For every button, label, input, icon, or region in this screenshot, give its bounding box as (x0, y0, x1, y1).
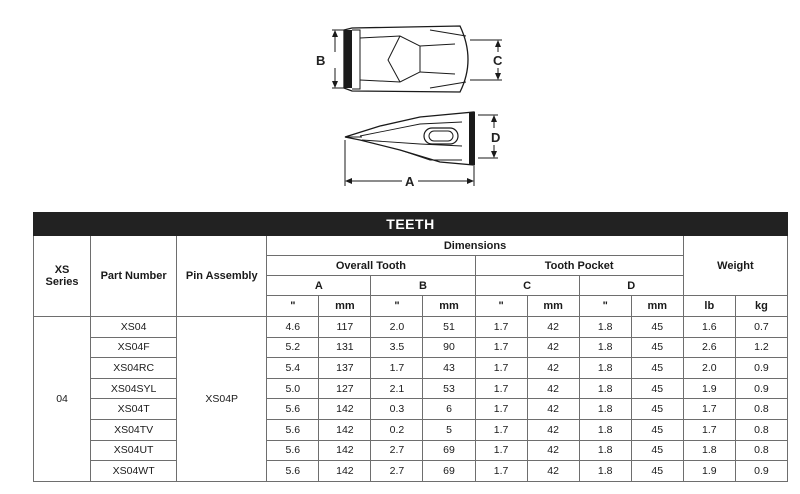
table-row (34, 440, 788, 461)
cell-a-mm: 137 (319, 358, 371, 379)
cell-lb: 2.6 (683, 337, 735, 358)
table-row (34, 461, 788, 482)
cell-c-in: 1.7 (475, 317, 527, 338)
cell-c-mm: 42 (527, 317, 579, 338)
header-col-c: C (475, 276, 579, 296)
cell-d-mm: 45 (631, 461, 683, 482)
cell-kg: 0.8 (735, 419, 787, 440)
cell-d-in: 1.8 (579, 378, 631, 399)
cell-b-mm: 53 (423, 378, 475, 399)
cell-b-in: 2.1 (371, 378, 423, 399)
dimension-label-a: A (405, 174, 415, 189)
cell-a-mm: 142 (319, 399, 371, 420)
cell-b-mm: 51 (423, 317, 475, 338)
teeth-spec-table (33, 212, 788, 482)
cell-c-in: 1.7 (475, 440, 527, 461)
cell-b-in: 1.7 (371, 358, 423, 379)
cell-d-mm: 45 (631, 399, 683, 420)
cell-lb: 1.7 (683, 419, 735, 440)
cell-c-in: 1.7 (475, 461, 527, 482)
cell-b-mm: 69 (423, 440, 475, 461)
cell-c-in: 1.7 (475, 337, 527, 358)
table-title: TEETH (34, 213, 788, 236)
cell-kg: 0.9 (735, 358, 787, 379)
table-row (34, 419, 788, 440)
cell-lb: 1.8 (683, 440, 735, 461)
cell-c-in: 1.7 (475, 378, 527, 399)
cell-d-mm: 45 (631, 337, 683, 358)
table-row (34, 358, 788, 379)
part-number-cell: XS04 (91, 317, 177, 338)
cell-a-in: 4.6 (267, 317, 319, 338)
dimension-b (332, 30, 344, 88)
dimension-label-d: D (491, 130, 501, 145)
header-tooth-pocket: Tooth Pocket (475, 256, 683, 276)
cell-c-in: 1.7 (475, 358, 527, 379)
header-col-b: B (371, 276, 475, 296)
cell-a-mm: 142 (319, 440, 371, 461)
part-number-cell: XS04RC (91, 358, 177, 379)
tooth-side-view (345, 112, 475, 165)
unit-weight-kg: kg (735, 296, 787, 317)
cell-c-mm: 42 (527, 399, 579, 420)
cell-b-in: 0.3 (371, 399, 423, 420)
part-number-cell: XS04T (91, 399, 177, 420)
cell-c-in: 1.7 (475, 419, 527, 440)
unit-d-in: " (579, 296, 631, 317)
cell-d-in: 1.8 (579, 358, 631, 379)
header-col-d: D (579, 276, 683, 296)
cell-c-mm: 42 (527, 419, 579, 440)
cell-b-mm: 69 (423, 461, 475, 482)
tooth-top-view (344, 26, 468, 92)
cell-a-mm: 131 (319, 337, 371, 358)
part-number-cell: XS04SYL (91, 378, 177, 399)
unit-weight-lb: lb (683, 296, 735, 317)
cell-lb: 1.9 (683, 461, 735, 482)
cell-c-in: 1.7 (475, 399, 527, 420)
tooth-diagram (0, 0, 800, 200)
pin-assembly-cell: XS04P (177, 317, 267, 482)
unit-a-in: " (267, 296, 319, 317)
table-row (34, 317, 788, 338)
tooth-drawing (0, 0, 800, 200)
cell-a-in: 5.6 (267, 399, 319, 420)
cell-kg: 0.9 (735, 378, 787, 399)
series-cell: 04 (34, 317, 91, 482)
cell-c-mm: 42 (527, 378, 579, 399)
part-number-cell: XS04TV (91, 419, 177, 440)
unit-a-mm: mm (319, 296, 371, 317)
cell-kg: 0.8 (735, 399, 787, 420)
cell-d-mm: 45 (631, 440, 683, 461)
unit-b-in: " (371, 296, 423, 317)
cell-a-in: 5.6 (267, 440, 319, 461)
cell-kg: 0.7 (735, 317, 787, 338)
cell-a-in: 5.4 (267, 358, 319, 379)
table-body (34, 317, 788, 482)
part-number-cell: XS04UT (91, 440, 177, 461)
cell-b-in: 2.0 (371, 317, 423, 338)
cell-c-mm: 42 (527, 337, 579, 358)
cell-b-mm: 6 (423, 399, 475, 420)
cell-c-mm: 42 (527, 440, 579, 461)
cell-d-in: 1.8 (579, 461, 631, 482)
cell-kg: 0.9 (735, 461, 787, 482)
unit-d-mm: mm (631, 296, 683, 317)
cell-b-in: 0.2 (371, 419, 423, 440)
dimension-label-c: C (493, 53, 503, 68)
cell-b-mm: 43 (423, 358, 475, 379)
table-row (34, 399, 788, 420)
cell-d-in: 1.8 (579, 399, 631, 420)
table-row (34, 378, 788, 399)
part-number-cell: XS04F (91, 337, 177, 358)
cell-kg: 0.8 (735, 440, 787, 461)
cell-d-in: 1.8 (579, 440, 631, 461)
unit-b-mm: mm (423, 296, 475, 317)
cell-a-in: 5.6 (267, 419, 319, 440)
header-part-number: Part Number (91, 236, 177, 317)
unit-c-mm: mm (527, 296, 579, 317)
header-dimensions: Dimensions (267, 236, 684, 256)
cell-d-in: 1.8 (579, 419, 631, 440)
cell-lb: 1.7 (683, 399, 735, 420)
cell-lb: 1.9 (683, 378, 735, 399)
cell-a-mm: 142 (319, 419, 371, 440)
cell-lb: 1.6 (683, 317, 735, 338)
cell-a-mm: 142 (319, 461, 371, 482)
header-overall-tooth: Overall Tooth (267, 256, 475, 276)
cell-b-in: 3.5 (371, 337, 423, 358)
cell-c-mm: 42 (527, 461, 579, 482)
cell-d-mm: 45 (631, 317, 683, 338)
header-col-a: A (267, 276, 371, 296)
cell-d-in: 1.8 (579, 317, 631, 338)
cell-d-mm: 45 (631, 358, 683, 379)
unit-c-in: " (475, 296, 527, 317)
part-number-cell: XS04WT (91, 461, 177, 482)
cell-a-in: 5.0 (267, 378, 319, 399)
cell-b-in: 2.7 (371, 461, 423, 482)
header-series: XS Series (34, 236, 91, 317)
cell-d-in: 1.8 (579, 337, 631, 358)
cell-d-mm: 45 (631, 378, 683, 399)
dimension-label-b: B (316, 53, 326, 68)
cell-a-in: 5.6 (267, 461, 319, 482)
cell-d-mm: 45 (631, 419, 683, 440)
cell-kg: 1.2 (735, 337, 787, 358)
cell-b-mm: 90 (423, 337, 475, 358)
cell-c-mm: 42 (527, 358, 579, 379)
cell-a-mm: 117 (319, 317, 371, 338)
cell-a-mm: 127 (319, 378, 371, 399)
cell-a-in: 5.2 (267, 337, 319, 358)
header-pin-assembly: Pin Assembly (177, 236, 267, 317)
cell-b-in: 2.7 (371, 440, 423, 461)
cell-lb: 2.0 (683, 358, 735, 379)
header-weight: Weight (683, 236, 787, 296)
cell-b-mm: 5 (423, 419, 475, 440)
table-row (34, 337, 788, 358)
